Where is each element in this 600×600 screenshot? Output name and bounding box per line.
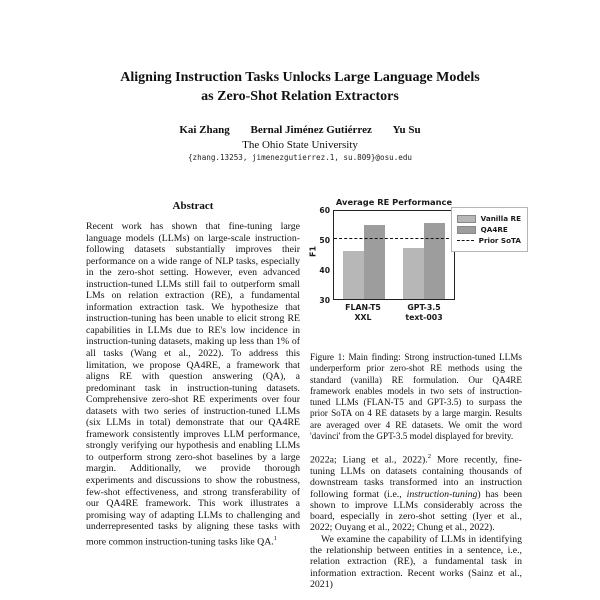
paper-title-line1: Aligning Instruction Tasks Unlocks Large Language Models [120,70,480,85]
y-tick: 50 [319,236,330,245]
legend-entry-qa4re: QA4RE [457,225,521,234]
legend-entry-vanilla-re: Vanilla RE [457,214,521,223]
figure1-caption: Figure 1: Main finding: Strong instruction-tuned LLMs underperform prior zero-shot RE methods using the standard (vanilla) RE formulation. Our QA4RE framework enables models in two sets of instruction-tuned LLMs (FLAN-T5 and GPT-3.5) to surpass the prior SoTA on 4 RE datasets by a large margin. Results are averaged over 4 RE datasets. We omit the word 'davinci' from the GPT-3.5 model displayed for brevity. [310,352,522,442]
intro-paragraph-2: We examine the capability of LLMs in identifying the relationship between entities in a sentence, i.e., relation extraction (RE), a fundamental task in information extraction. Recent works (Sainz et al., 2021) [310,533,522,590]
footnote-marker: 1 [273,534,277,542]
y-tick: 40 [319,266,330,275]
author-emails: {zhang.13253, jimenezgutierrez.1, su.809}@osu.edu [187,153,413,162]
legend-entry-prior-sota: Prior SoTA [457,236,521,245]
x-tick-flan-t5: FLAN-T5 XXL [345,303,381,322]
abstract-text [86,221,300,548]
bar-vanilla-flan-t5 [343,251,364,299]
author-name: Bernal Jiménez Gutiérrez [250,124,372,136]
vanilla-re-swatch [457,215,476,223]
y-tick: 30 [319,296,330,305]
intro-paragraph-1: 2022a; Liang et al., 2022).$^2$ More recently, fine-tuning LLMs on datasets containing thousands of downstream tasks transformed into an instruction following format (i.e., instruction-tuning) has been shown to improve LLMs considerably across the board, especially in zero-shot setting (Iyer et al., 2022; Ouyang et al., 2022; Chung et al., 2022). [310,453,522,534]
y-tick: 60 [319,206,330,215]
intro-text [310,451,522,590]
x-tick-gpt-3-5: GPT-3.5 text-003 [405,303,443,322]
footnote-marker-2: 2 [427,453,431,461]
figure1-plot [333,210,455,300]
bar-qa4re-flan-t5 [364,225,385,299]
figure1-chart [310,197,522,339]
qa4re-swatch [457,226,476,234]
author-list [60,124,540,136]
abstract-heading: Abstract [172,200,214,212]
chart-legend [451,207,528,252]
affiliation: The Ohio State University [242,139,358,151]
prior-sota-line [334,238,454,239]
abstract-body: Recent work has shown that fine-tuning large language models (LLMs) on large-scale instruction-following datasets substantially improves their performance on a wide range of NLP tasks, especially in the zero-shot setting. However, even advanced instruction-tuned LLMs still fail to outperform small LMs on relation extraction (RE), a fundamental information extraction task. We hypothesize that instruction-tuning has been unable to elicit strong RE capabilities in LLMs due to RE's low incidence in instruction-tuning datasets, making up less than 1% of all tasks (Wang et al., 2022). To address this limitation, we propose QA4RE, a framework that aligns RE with question answering (QA), a predominant task in instruction-tuning datasets. Comprehensive zero-shot RE experiments over four datasets with two series of instruction-tuned LLMs (six LLMs in total) demonstrate that our QA4RE framework consistently improves LLM performance, strongly verifying our hypothesis and enabling LLMs to outperform strong zero-shot baselines by a large margin. Additionally, we provide thorough experiments and discussions to show the robustness, few-shot effectiveness, and strong transferability of our QA4RE framework. This work illustrates a promising way of adapting LLMs to challenging and underrepresented tasks by aligning these tasks with more common instruction-tuning tasks like QA. [86,221,300,548]
bar-qa4re-gpt-3-5 [424,223,445,299]
chart-title: Average RE Performance [335,197,453,207]
prior-sota-dash-swatch [457,240,474,241]
right-column [310,197,522,590]
paper-title [60,68,540,106]
left-column [86,200,300,548]
paper-title-line2: as Zero-Shot Relation Extractors [201,89,399,104]
bar-vanilla-gpt-3-5 [403,248,424,299]
instruction-tuning-term: instruction-tuning [406,488,478,500]
y-axis-label: F1 [308,245,318,258]
author-name: Yu Su [392,124,421,136]
author-name: Kai Zhang [179,124,230,136]
